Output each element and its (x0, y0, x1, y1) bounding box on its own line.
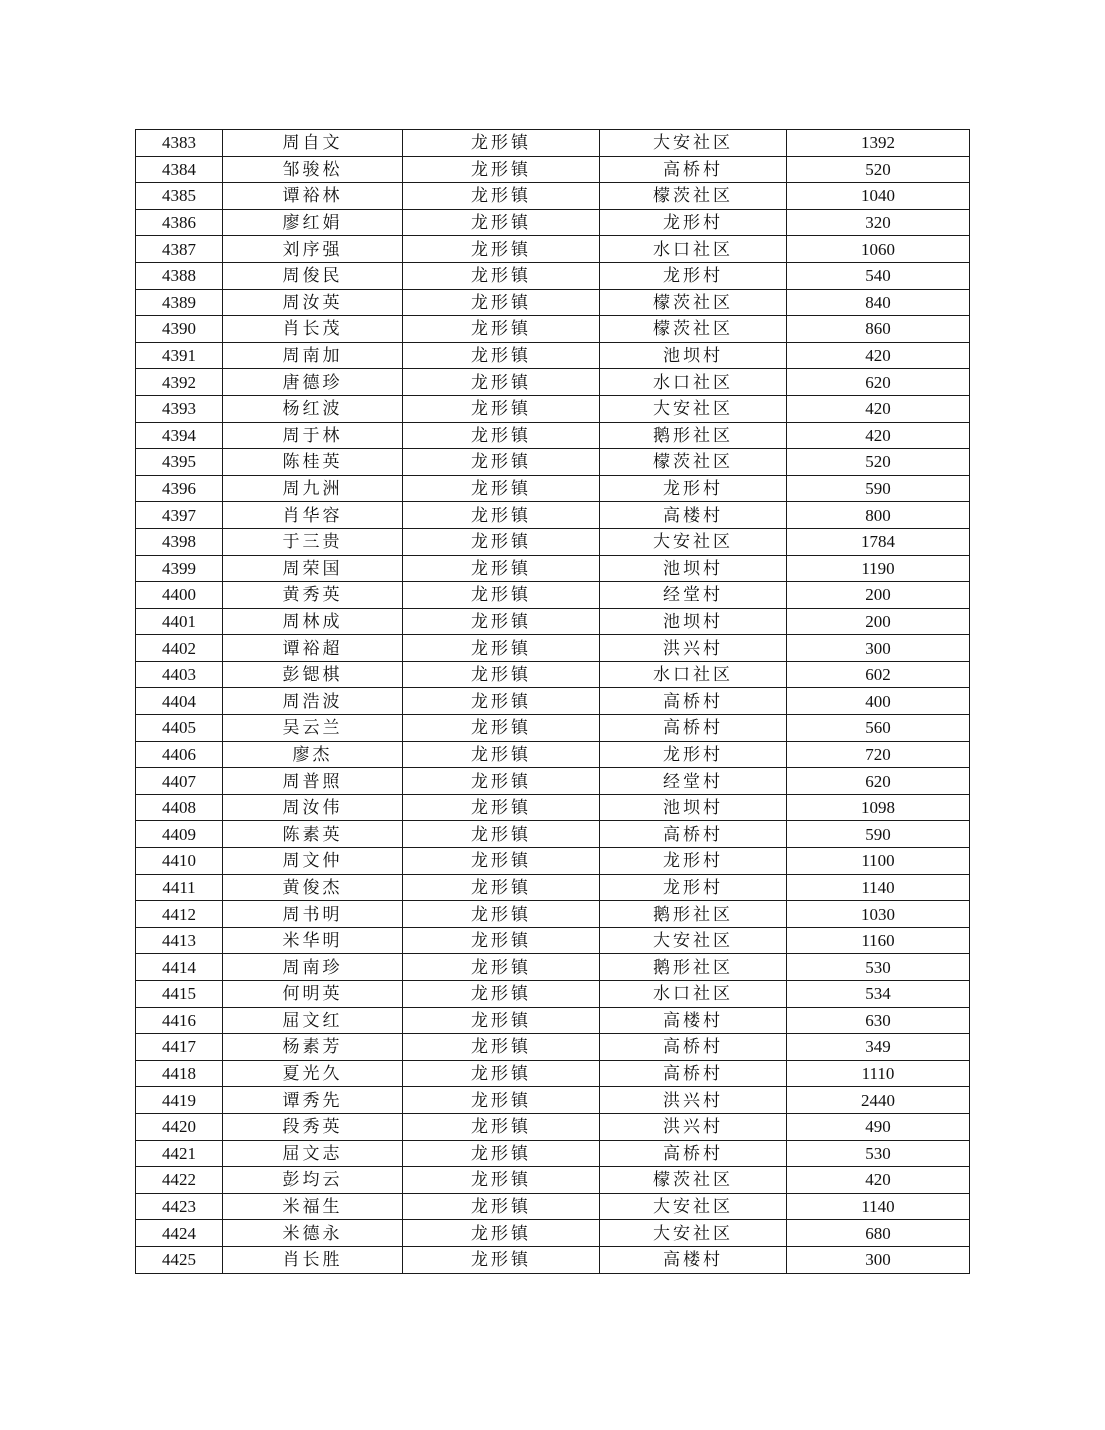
cell-village: 龙形村 (600, 741, 787, 768)
cell-town: 龙形镇 (403, 582, 600, 609)
cell-village: 洪兴村 (600, 1113, 787, 1140)
table-row (136, 821, 970, 848)
cell-name: 米华明 (223, 927, 403, 954)
cell-town: 龙形镇 (403, 1060, 600, 1087)
cell-town: 龙形镇 (403, 1034, 600, 1061)
cell-serial-number: 4413 (136, 927, 223, 954)
cell-serial-number: 4423 (136, 1193, 223, 1220)
table-row (136, 1246, 970, 1273)
cell-village: 龙形村 (600, 874, 787, 901)
cell-name: 谭裕超 (223, 635, 403, 662)
cell-amount: 420 (787, 1167, 970, 1194)
cell-name: 陈桂英 (223, 449, 403, 476)
table-row (136, 688, 970, 715)
table-row (136, 395, 970, 422)
table-row (136, 130, 970, 157)
cell-name: 杨素芳 (223, 1034, 403, 1061)
cell-name: 周俊民 (223, 262, 403, 289)
cell-village: 高楼村 (600, 1007, 787, 1034)
cell-amount: 1392 (787, 130, 970, 157)
cell-village: 高桥村 (600, 715, 787, 742)
cell-village: 水口社区 (600, 369, 787, 396)
table-row (136, 156, 970, 183)
table-row (136, 661, 970, 688)
cell-name: 彭均云 (223, 1167, 403, 1194)
cell-name: 屈文志 (223, 1140, 403, 1167)
cell-village: 龙形村 (600, 848, 787, 875)
cell-serial-number: 4401 (136, 608, 223, 635)
cell-serial-number: 4388 (136, 262, 223, 289)
table-row (136, 1140, 970, 1167)
cell-town: 龙形镇 (403, 502, 600, 529)
cell-amount: 520 (787, 449, 970, 476)
table-row (136, 981, 970, 1008)
cell-town: 龙形镇 (403, 1193, 600, 1220)
cell-amount: 530 (787, 954, 970, 981)
cell-name: 夏光久 (223, 1060, 403, 1087)
cell-town: 龙形镇 (403, 316, 600, 343)
cell-serial-number: 4399 (136, 555, 223, 582)
cell-name: 廖杰 (223, 741, 403, 768)
cell-amount: 420 (787, 422, 970, 449)
cell-town: 龙形镇 (403, 209, 600, 236)
cell-serial-number: 4389 (136, 289, 223, 316)
cell-town: 龙形镇 (403, 608, 600, 635)
cell-amount: 1140 (787, 1193, 970, 1220)
cell-village: 高桥村 (600, 1140, 787, 1167)
cell-serial-number: 4412 (136, 901, 223, 928)
cell-village: 鹅形社区 (600, 422, 787, 449)
cell-village: 高桥村 (600, 821, 787, 848)
cell-amount: 630 (787, 1007, 970, 1034)
cell-name: 段秀英 (223, 1113, 403, 1140)
cell-village: 檬茨社区 (600, 1167, 787, 1194)
cell-serial-number: 4402 (136, 635, 223, 662)
cell-amount: 1100 (787, 848, 970, 875)
cell-town: 龙形镇 (403, 848, 600, 875)
cell-town: 龙形镇 (403, 1220, 600, 1247)
cell-amount: 590 (787, 821, 970, 848)
cell-village: 洪兴村 (600, 635, 787, 662)
cell-name: 周九洲 (223, 475, 403, 502)
cell-village: 龙形村 (600, 262, 787, 289)
cell-serial-number: 4419 (136, 1087, 223, 1114)
cell-town: 龙形镇 (403, 1140, 600, 1167)
table-row (136, 369, 970, 396)
cell-town: 龙形镇 (403, 262, 600, 289)
table-row (136, 874, 970, 901)
cell-name: 米德永 (223, 1220, 403, 1247)
cell-amount: 800 (787, 502, 970, 529)
cell-name: 米福生 (223, 1193, 403, 1220)
cell-village: 檬茨社区 (600, 183, 787, 210)
cell-name: 周汝英 (223, 289, 403, 316)
table-row (136, 502, 970, 529)
cell-town: 龙形镇 (403, 635, 600, 662)
cell-amount: 320 (787, 209, 970, 236)
cell-village: 水口社区 (600, 981, 787, 1008)
table-row (136, 1060, 970, 1087)
cell-town: 龙形镇 (403, 449, 600, 476)
table-row (136, 635, 970, 662)
cell-amount: 349 (787, 1034, 970, 1061)
cell-village: 檬茨社区 (600, 316, 787, 343)
cell-town: 龙形镇 (403, 369, 600, 396)
cell-village: 池坝村 (600, 342, 787, 369)
table-row (136, 449, 970, 476)
cell-name: 周南珍 (223, 954, 403, 981)
cell-amount: 1030 (787, 901, 970, 928)
cell-village: 鹅形社区 (600, 954, 787, 981)
table-row (136, 1167, 970, 1194)
table-row (136, 901, 970, 928)
cell-town: 龙形镇 (403, 183, 600, 210)
cell-amount: 1040 (787, 183, 970, 210)
cell-village: 鹅形社区 (600, 901, 787, 928)
cell-name: 周自文 (223, 130, 403, 157)
cell-village: 高桥村 (600, 1034, 787, 1061)
cell-serial-number: 4414 (136, 954, 223, 981)
roster-table (135, 129, 970, 1274)
table-row (136, 528, 970, 555)
cell-name: 彭锶棋 (223, 661, 403, 688)
table-row (136, 316, 970, 343)
cell-amount: 200 (787, 608, 970, 635)
cell-serial-number: 4417 (136, 1034, 223, 1061)
cell-village: 龙形村 (600, 475, 787, 502)
cell-serial-number: 4390 (136, 316, 223, 343)
table-row (136, 262, 970, 289)
cell-amount: 1160 (787, 927, 970, 954)
cell-name: 唐德珍 (223, 369, 403, 396)
cell-serial-number: 4403 (136, 661, 223, 688)
cell-serial-number: 4385 (136, 183, 223, 210)
cell-town: 龙形镇 (403, 954, 600, 981)
cell-amount: 2440 (787, 1087, 970, 1114)
cell-name: 肖长茂 (223, 316, 403, 343)
table-row (136, 848, 970, 875)
cell-serial-number: 4400 (136, 582, 223, 609)
cell-serial-number: 4408 (136, 794, 223, 821)
cell-amount: 520 (787, 156, 970, 183)
cell-town: 龙形镇 (403, 768, 600, 795)
cell-town: 龙形镇 (403, 821, 600, 848)
cell-name: 于三贵 (223, 528, 403, 555)
table-row (136, 289, 970, 316)
cell-serial-number: 4386 (136, 209, 223, 236)
table-row (136, 1220, 970, 1247)
cell-village: 高桥村 (600, 688, 787, 715)
cell-name: 陈素英 (223, 821, 403, 848)
cell-village: 龙形村 (600, 209, 787, 236)
cell-amount: 400 (787, 688, 970, 715)
cell-village: 高楼村 (600, 1246, 787, 1273)
cell-amount: 1190 (787, 555, 970, 582)
cell-serial-number: 4415 (136, 981, 223, 1008)
cell-serial-number: 4425 (136, 1246, 223, 1273)
cell-name: 周浩波 (223, 688, 403, 715)
cell-serial-number: 4393 (136, 395, 223, 422)
cell-village: 洪兴村 (600, 1087, 787, 1114)
cell-serial-number: 4395 (136, 449, 223, 476)
cell-amount: 590 (787, 475, 970, 502)
cell-village: 高桥村 (600, 156, 787, 183)
cell-serial-number: 4421 (136, 1140, 223, 1167)
cell-name: 谭裕林 (223, 183, 403, 210)
cell-amount: 1110 (787, 1060, 970, 1087)
cell-name: 吴云兰 (223, 715, 403, 742)
cell-name: 肖长胜 (223, 1246, 403, 1273)
cell-serial-number: 4387 (136, 236, 223, 263)
table-row (136, 954, 970, 981)
cell-town: 龙形镇 (403, 395, 600, 422)
table-row (136, 1113, 970, 1140)
cell-village: 池坝村 (600, 608, 787, 635)
cell-town: 龙形镇 (403, 927, 600, 954)
cell-village: 大安社区 (600, 130, 787, 157)
cell-name: 谭秀先 (223, 1087, 403, 1114)
cell-town: 龙形镇 (403, 901, 600, 928)
cell-amount: 1140 (787, 874, 970, 901)
cell-amount: 1060 (787, 236, 970, 263)
cell-village: 大安社区 (600, 927, 787, 954)
cell-amount: 490 (787, 1113, 970, 1140)
cell-name: 周文仲 (223, 848, 403, 875)
cell-amount: 534 (787, 981, 970, 1008)
cell-amount: 620 (787, 768, 970, 795)
cell-name: 何明英 (223, 981, 403, 1008)
cell-town: 龙形镇 (403, 555, 600, 582)
cell-amount: 420 (787, 342, 970, 369)
cell-name: 周南加 (223, 342, 403, 369)
cell-town: 龙形镇 (403, 741, 600, 768)
cell-town: 龙形镇 (403, 1113, 600, 1140)
cell-town: 龙形镇 (403, 1007, 600, 1034)
cell-serial-number: 4411 (136, 874, 223, 901)
table-row (136, 422, 970, 449)
cell-name: 杨红波 (223, 395, 403, 422)
cell-amount: 300 (787, 635, 970, 662)
cell-name: 邹骏松 (223, 156, 403, 183)
cell-village: 水口社区 (600, 661, 787, 688)
cell-serial-number: 4394 (136, 422, 223, 449)
cell-name: 周林成 (223, 608, 403, 635)
cell-name: 周普照 (223, 768, 403, 795)
cell-amount: 680 (787, 1220, 970, 1247)
cell-village: 大安社区 (600, 1193, 787, 1220)
cell-town: 龙形镇 (403, 1167, 600, 1194)
cell-serial-number: 4424 (136, 1220, 223, 1247)
cell-amount: 840 (787, 289, 970, 316)
cell-village: 高楼村 (600, 502, 787, 529)
table-row (136, 555, 970, 582)
table-row (136, 927, 970, 954)
cell-village: 高桥村 (600, 1060, 787, 1087)
cell-village: 大安社区 (600, 395, 787, 422)
cell-amount: 602 (787, 661, 970, 688)
cell-name: 屈文红 (223, 1007, 403, 1034)
cell-serial-number: 4404 (136, 688, 223, 715)
cell-amount: 530 (787, 1140, 970, 1167)
cell-name: 肖华容 (223, 502, 403, 529)
cell-amount: 1784 (787, 528, 970, 555)
cell-serial-number: 4407 (136, 768, 223, 795)
table-row (136, 768, 970, 795)
cell-amount: 540 (787, 262, 970, 289)
cell-name: 周汝伟 (223, 794, 403, 821)
cell-serial-number: 4406 (136, 741, 223, 768)
cell-serial-number: 4416 (136, 1007, 223, 1034)
table-row (136, 183, 970, 210)
cell-serial-number: 4405 (136, 715, 223, 742)
table-row (136, 1007, 970, 1034)
cell-town: 龙形镇 (403, 688, 600, 715)
cell-name: 周书明 (223, 901, 403, 928)
cell-town: 龙形镇 (403, 422, 600, 449)
cell-town: 龙形镇 (403, 289, 600, 316)
table-row (136, 608, 970, 635)
cell-town: 龙形镇 (403, 342, 600, 369)
cell-name: 廖红娟 (223, 209, 403, 236)
cell-town: 龙形镇 (403, 1087, 600, 1114)
cell-village: 大安社区 (600, 1220, 787, 1247)
cell-amount: 620 (787, 369, 970, 396)
cell-amount: 200 (787, 582, 970, 609)
cell-village: 池坝村 (600, 555, 787, 582)
cell-name: 周荣国 (223, 555, 403, 582)
table-row (136, 1034, 970, 1061)
cell-town: 龙形镇 (403, 236, 600, 263)
cell-town: 龙形镇 (403, 661, 600, 688)
cell-serial-number: 4384 (136, 156, 223, 183)
cell-amount: 300 (787, 1246, 970, 1273)
cell-amount: 560 (787, 715, 970, 742)
table-row (136, 342, 970, 369)
cell-village: 经堂村 (600, 768, 787, 795)
cell-serial-number: 4398 (136, 528, 223, 555)
cell-serial-number: 4391 (136, 342, 223, 369)
cell-town: 龙形镇 (403, 981, 600, 1008)
cell-village: 经堂村 (600, 582, 787, 609)
table-row (136, 1087, 970, 1114)
cell-serial-number: 4397 (136, 502, 223, 529)
cell-town: 龙形镇 (403, 715, 600, 742)
table-row (136, 715, 970, 742)
cell-amount: 720 (787, 741, 970, 768)
table-row (136, 475, 970, 502)
table-row (136, 236, 970, 263)
cell-town: 龙形镇 (403, 156, 600, 183)
table-row (136, 582, 970, 609)
roster-table-body (136, 130, 970, 1274)
cell-serial-number: 4409 (136, 821, 223, 848)
cell-town: 龙形镇 (403, 794, 600, 821)
cell-serial-number: 4422 (136, 1167, 223, 1194)
cell-serial-number: 4383 (136, 130, 223, 157)
cell-village: 水口社区 (600, 236, 787, 263)
cell-name: 刘序强 (223, 236, 403, 263)
cell-village: 池坝村 (600, 794, 787, 821)
table-row (136, 209, 970, 236)
cell-amount: 420 (787, 395, 970, 422)
cell-name: 黄秀英 (223, 582, 403, 609)
cell-name: 周于林 (223, 422, 403, 449)
cell-amount: 860 (787, 316, 970, 343)
cell-serial-number: 4418 (136, 1060, 223, 1087)
table-row (136, 741, 970, 768)
cell-serial-number: 4410 (136, 848, 223, 875)
cell-town: 龙形镇 (403, 528, 600, 555)
cell-town: 龙形镇 (403, 874, 600, 901)
cell-name: 黄俊杰 (223, 874, 403, 901)
table-row (136, 1193, 970, 1220)
cell-town: 龙形镇 (403, 475, 600, 502)
table-row (136, 794, 970, 821)
cell-serial-number: 4396 (136, 475, 223, 502)
cell-town: 龙形镇 (403, 130, 600, 157)
cell-town: 龙形镇 (403, 1246, 600, 1273)
cell-amount: 1098 (787, 794, 970, 821)
cell-village: 檬茨社区 (600, 449, 787, 476)
cell-serial-number: 4392 (136, 369, 223, 396)
cell-village: 檬茨社区 (600, 289, 787, 316)
cell-serial-number: 4420 (136, 1113, 223, 1140)
cell-village: 大安社区 (600, 528, 787, 555)
